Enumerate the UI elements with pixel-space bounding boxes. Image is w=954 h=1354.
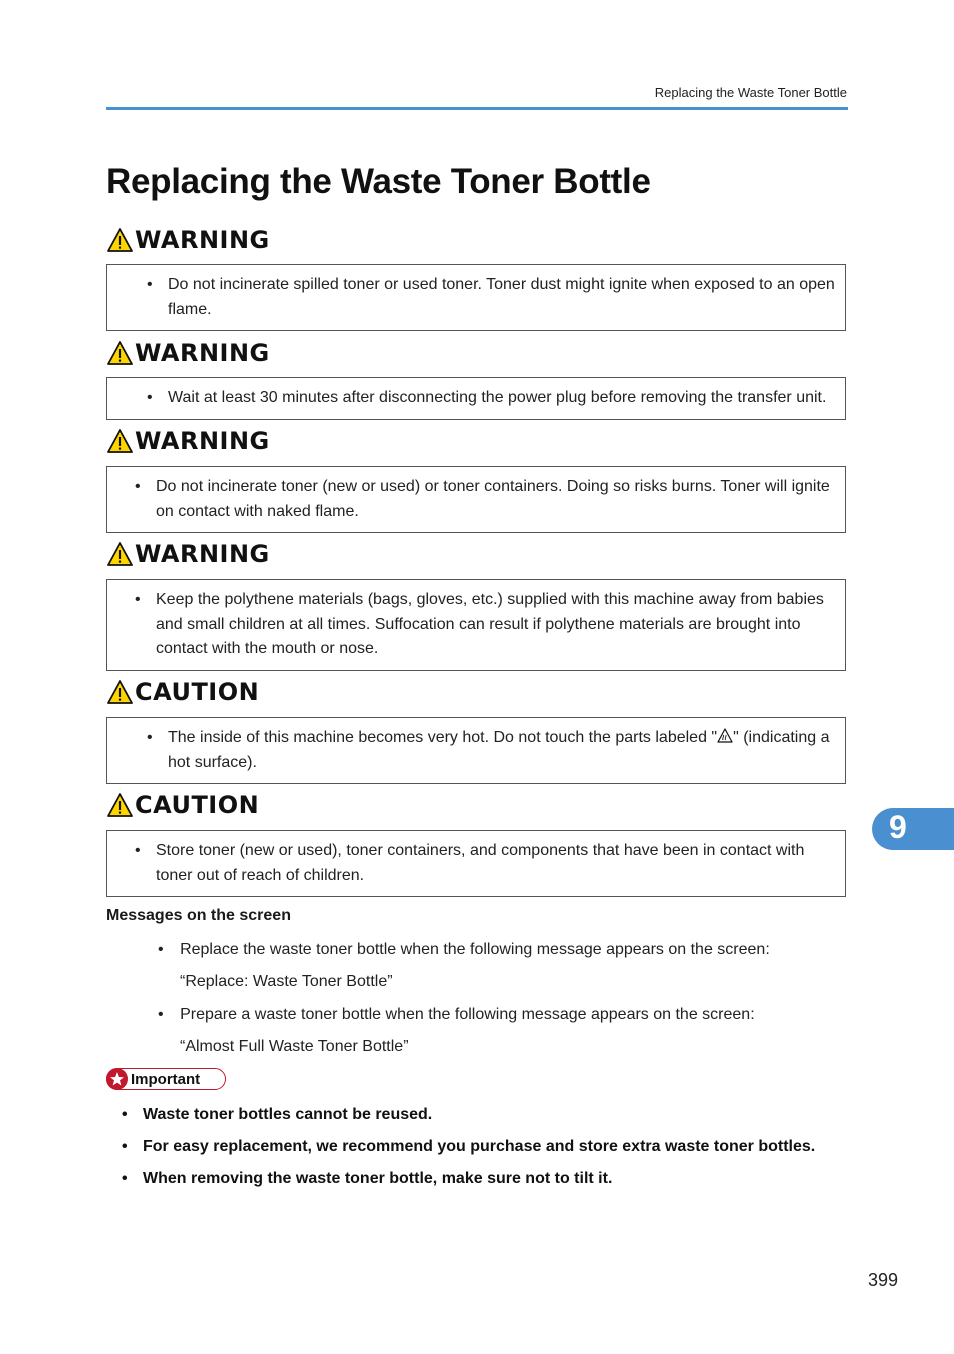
warning-triangle-icon [106,227,134,253]
warning-triangle-icon [106,428,134,454]
header-rule [106,107,848,110]
notice-item: • Do not incinerate toner (new or used) or toner containers. Doing so risks burns. Toner will ignite on contact with naked flame. [135,478,830,520]
message-item-2: • Prepare a waste toner bottle when the following message appears on the screen: [158,1006,755,1023]
notice-item: • Wait at least 30 minutes after disconnecting the power plug before removing the transfer unit. [147,389,827,406]
caution-label-2: CAUTION [106,791,259,819]
warning-label-2: WARNING [106,339,270,367]
notice-item: • Store toner (new or used), toner containers, and components that have been in contact with toner out of reach of children. [135,842,805,884]
message-text-2: “Almost Full Waste Toner Bottle” [180,1038,409,1055]
chapter-tab: 9 [872,808,954,850]
notice-box-1 [106,264,846,331]
star-icon [106,1068,128,1090]
message-item-1: • Replace the waste toner bottle when the following message appears on the screen: [158,941,770,958]
caution-label-1: CAUTION [106,678,259,706]
warning-triangle-icon [106,541,134,567]
warning-label-1: WARNING [106,226,270,254]
warning-triangle-icon [106,792,134,818]
page-title: Replacing the Waste Toner Bottle [106,162,651,201]
messages-heading: Messages on the screen [106,907,291,924]
notice-box-3 [106,466,846,533]
warning-triangle-icon [106,679,134,705]
notice-box-6 [106,830,846,897]
important-item: • Waste toner bottles cannot be reused. [122,1106,433,1123]
notice-item: • Keep the polythene materials (bags, gloves, etc.) supplied with this machine away from babies and small children at all times. Suffocation can result if polythene materials are brought into contact with the mouth or nose. [135,591,824,657]
important-item: • When removing the waste toner bottle, make sure not to tilt it. [122,1170,613,1187]
page-number: 399 [868,1270,899,1290]
hot-surface-icon [717,728,733,743]
notice-box-4 [106,579,846,671]
notice-box-5 [106,717,846,784]
important-badge: Important [106,1068,226,1090]
notice-box-2 [106,377,846,420]
warning-triangle-icon [106,340,134,366]
running-head: Replacing the Waste Toner Bottle [654,85,847,100]
warning-label-3: WARNING [106,427,270,455]
notice-item: • The inside of this machine becomes very hot. Do not touch the parts labeled " " (indicating a hot surface). [147,729,830,771]
warning-label-4: WARNING [106,540,270,568]
notice-item: • Do not incinerate spilled toner or used toner. Toner dust might ignite when exposed to an open flame. [147,276,835,318]
message-text-1: “Replace: Waste Toner Bottle” [180,973,393,990]
important-item: • For easy replacement, we recommend you purchase and store extra waste toner bottles. [122,1138,816,1155]
